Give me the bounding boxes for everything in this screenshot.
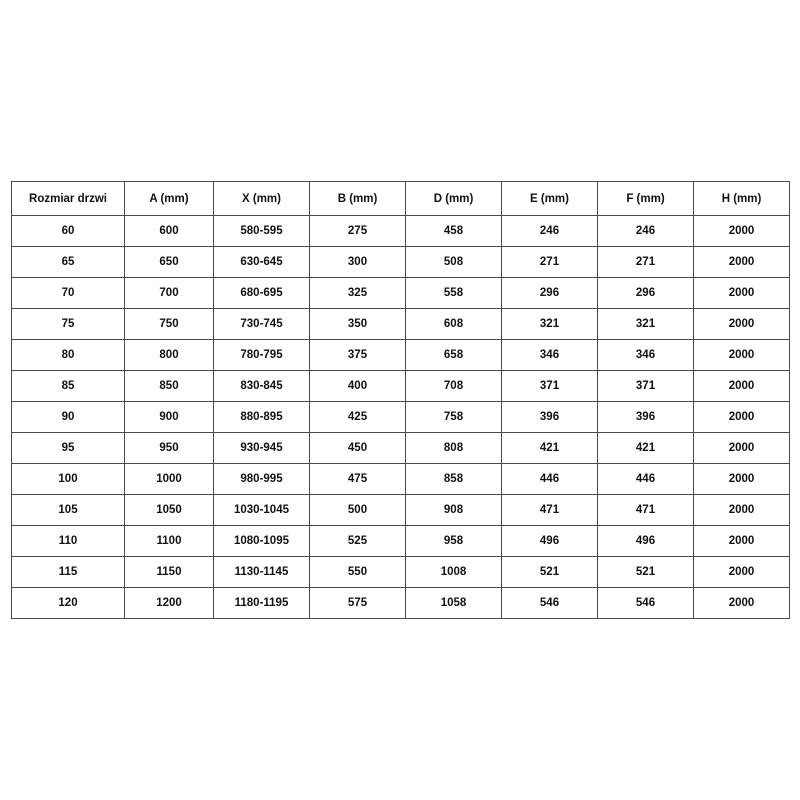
table-row	[12, 371, 790, 402]
cell-f: 446	[598, 464, 694, 495]
cell-a: 1050	[125, 495, 214, 526]
column-header-x: X (mm)	[214, 182, 310, 216]
cell-e: 321	[502, 309, 598, 340]
table-row	[12, 278, 790, 309]
cell-a: 600	[125, 216, 214, 247]
column-header-e: E (mm)	[502, 182, 598, 216]
cell-h: 2000	[694, 216, 790, 247]
cell-d: 558	[406, 278, 502, 309]
cell-d: 658	[406, 340, 502, 371]
column-header-b: B (mm)	[310, 182, 406, 216]
cell-b: 475	[310, 464, 406, 495]
cell-f: 371	[598, 371, 694, 402]
cell-d: 458	[406, 216, 502, 247]
cell-size: 90	[12, 402, 125, 433]
cell-h: 2000	[694, 402, 790, 433]
cell-e: 421	[502, 433, 598, 464]
cell-f: 546	[598, 588, 694, 619]
cell-d: 908	[406, 495, 502, 526]
door-size-table	[11, 181, 790, 619]
table-row	[12, 495, 790, 526]
cell-d: 808	[406, 433, 502, 464]
cell-f: 471	[598, 495, 694, 526]
cell-e: 521	[502, 557, 598, 588]
cell-b: 375	[310, 340, 406, 371]
cell-h: 2000	[694, 247, 790, 278]
cell-f: 396	[598, 402, 694, 433]
cell-f: 296	[598, 278, 694, 309]
cell-d: 1058	[406, 588, 502, 619]
cell-b: 425	[310, 402, 406, 433]
cell-size: 70	[12, 278, 125, 309]
cell-b: 550	[310, 557, 406, 588]
cell-h: 2000	[694, 340, 790, 371]
cell-d: 508	[406, 247, 502, 278]
cell-a: 850	[125, 371, 214, 402]
table-row	[12, 247, 790, 278]
cell-x: 1130-1145	[214, 557, 310, 588]
cell-a: 800	[125, 340, 214, 371]
cell-h: 2000	[694, 526, 790, 557]
column-header-h: H (mm)	[694, 182, 790, 216]
cell-x: 630-645	[214, 247, 310, 278]
cell-e: 246	[502, 216, 598, 247]
cell-e: 471	[502, 495, 598, 526]
cell-x: 980-995	[214, 464, 310, 495]
cell-e: 346	[502, 340, 598, 371]
cell-x: 1030-1045	[214, 495, 310, 526]
cell-b: 400	[310, 371, 406, 402]
cell-a: 650	[125, 247, 214, 278]
cell-size: 60	[12, 216, 125, 247]
table-row	[12, 402, 790, 433]
cell-d: 708	[406, 371, 502, 402]
cell-a: 1150	[125, 557, 214, 588]
cell-size: 65	[12, 247, 125, 278]
cell-x: 580-595	[214, 216, 310, 247]
cell-x: 1080-1095	[214, 526, 310, 557]
column-header-rozmiar-drzwi: Rozmiar drzwi	[12, 182, 125, 216]
cell-h: 2000	[694, 495, 790, 526]
cell-e: 371	[502, 371, 598, 402]
column-header-d: D (mm)	[406, 182, 502, 216]
table-header	[12, 182, 790, 216]
cell-d: 858	[406, 464, 502, 495]
cell-b: 575	[310, 588, 406, 619]
table-row	[12, 526, 790, 557]
cell-d: 758	[406, 402, 502, 433]
cell-size: 75	[12, 309, 125, 340]
cell-size: 105	[12, 495, 125, 526]
cell-size: 115	[12, 557, 125, 588]
cell-b: 525	[310, 526, 406, 557]
cell-x: 880-895	[214, 402, 310, 433]
cell-b: 350	[310, 309, 406, 340]
cell-x: 930-945	[214, 433, 310, 464]
cell-size: 85	[12, 371, 125, 402]
table-row	[12, 340, 790, 371]
cell-f: 421	[598, 433, 694, 464]
cell-a: 700	[125, 278, 214, 309]
cell-b: 450	[310, 433, 406, 464]
cell-x: 730-745	[214, 309, 310, 340]
cell-x: 1180-1195	[214, 588, 310, 619]
cell-b: 300	[310, 247, 406, 278]
cell-h: 2000	[694, 588, 790, 619]
cell-x: 830-845	[214, 371, 310, 402]
table-row	[12, 464, 790, 495]
cell-e: 271	[502, 247, 598, 278]
column-header-a: A (mm)	[125, 182, 214, 216]
cell-f: 271	[598, 247, 694, 278]
cell-e: 446	[502, 464, 598, 495]
table-row	[12, 216, 790, 247]
cell-a: 950	[125, 433, 214, 464]
cell-d: 1008	[406, 557, 502, 588]
cell-a: 1100	[125, 526, 214, 557]
cell-h: 2000	[694, 371, 790, 402]
cell-f: 496	[598, 526, 694, 557]
table-row	[12, 433, 790, 464]
cell-size: 110	[12, 526, 125, 557]
size-table-container	[11, 181, 789, 619]
cell-h: 2000	[694, 464, 790, 495]
cell-size: 95	[12, 433, 125, 464]
cell-a: 1000	[125, 464, 214, 495]
table-row	[12, 309, 790, 340]
cell-a: 750	[125, 309, 214, 340]
cell-f: 521	[598, 557, 694, 588]
cell-e: 546	[502, 588, 598, 619]
table-body	[12, 216, 790, 619]
cell-e: 496	[502, 526, 598, 557]
cell-h: 2000	[694, 433, 790, 464]
cell-h: 2000	[694, 309, 790, 340]
cell-e: 296	[502, 278, 598, 309]
column-header-f: F (mm)	[598, 182, 694, 216]
cell-f: 321	[598, 309, 694, 340]
cell-d: 608	[406, 309, 502, 340]
table-row	[12, 588, 790, 619]
table-row	[12, 557, 790, 588]
cell-f: 246	[598, 216, 694, 247]
cell-d: 958	[406, 526, 502, 557]
cell-b: 275	[310, 216, 406, 247]
cell-x: 680-695	[214, 278, 310, 309]
cell-size: 100	[12, 464, 125, 495]
cell-b: 500	[310, 495, 406, 526]
cell-a: 900	[125, 402, 214, 433]
cell-h: 2000	[694, 557, 790, 588]
cell-h: 2000	[694, 278, 790, 309]
cell-size: 120	[12, 588, 125, 619]
cell-x: 780-795	[214, 340, 310, 371]
cell-b: 325	[310, 278, 406, 309]
table-header-row	[12, 182, 790, 216]
cell-size: 80	[12, 340, 125, 371]
cell-a: 1200	[125, 588, 214, 619]
cell-e: 396	[502, 402, 598, 433]
cell-f: 346	[598, 340, 694, 371]
